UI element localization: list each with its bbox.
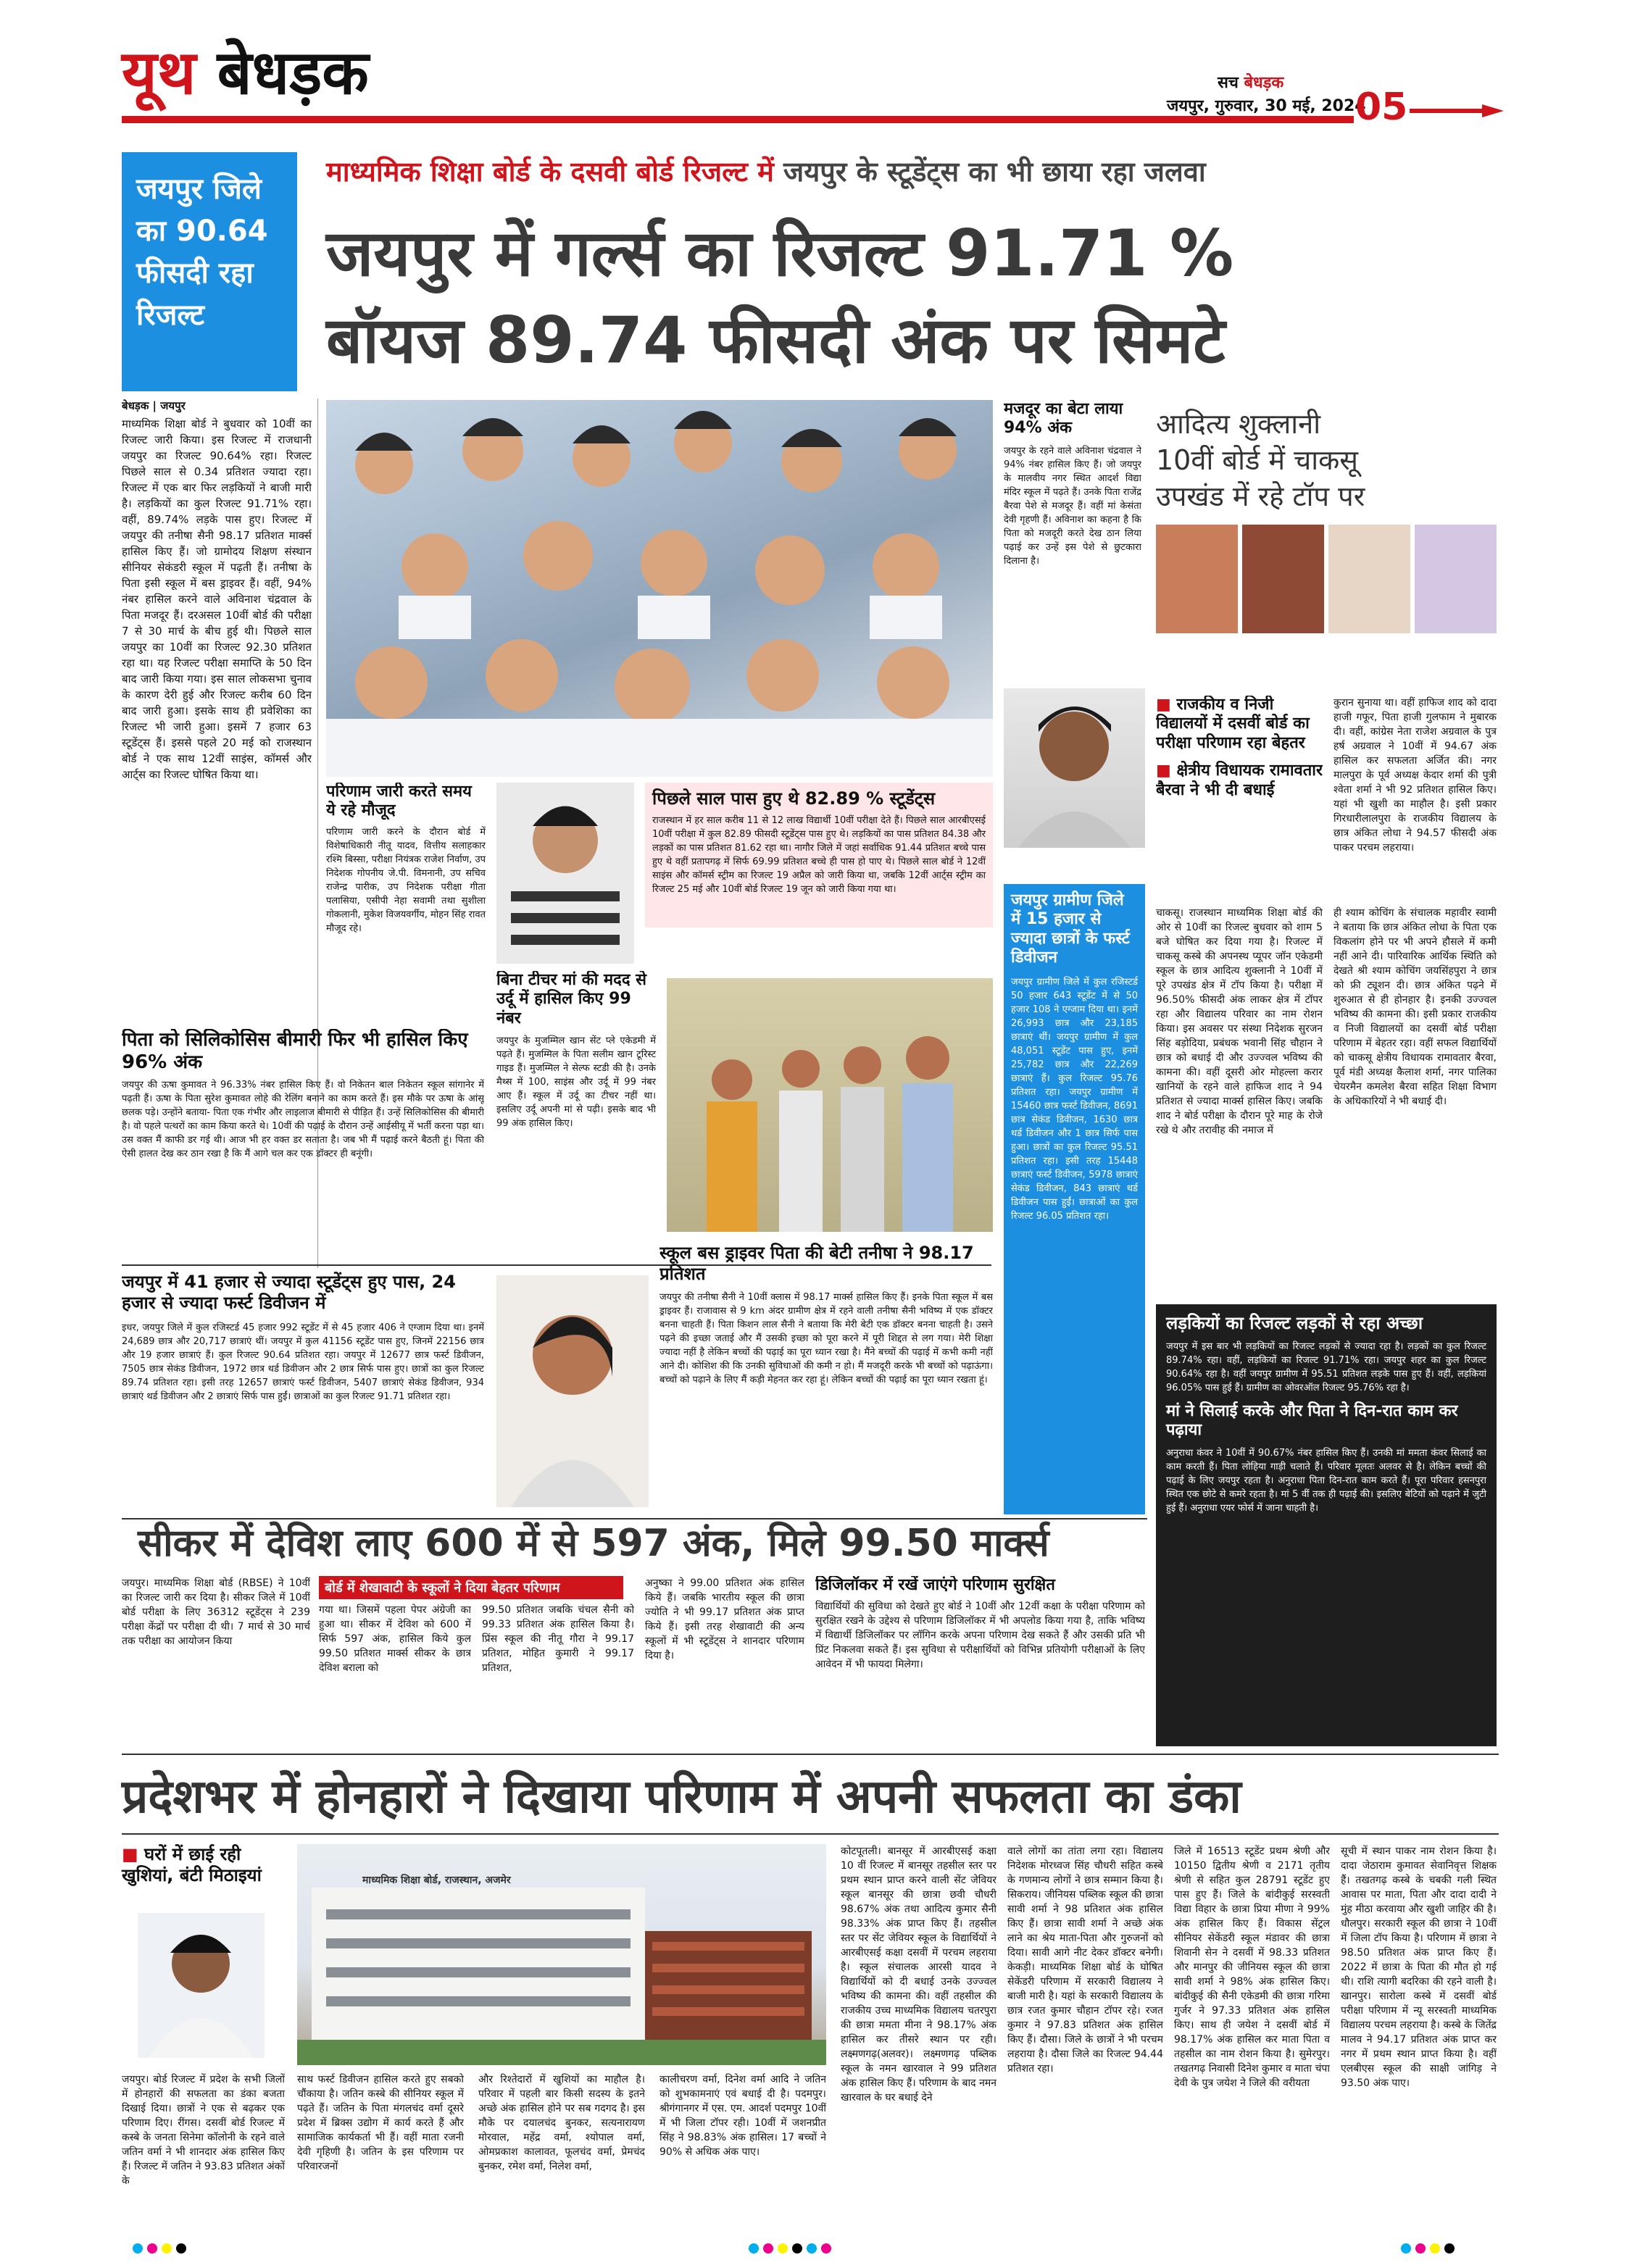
state-col1: जयपुर। बोर्ड रिजल्ट में प्रदेश के सभी जिलों में होनहारों की सफलता का डंका बजता दिखाई दिया। छात्रों ने एक से बढ़कर एक परिणाम दिए। रींगस। दसवीं बोर्ड रिजल्ट में कस्बे के जनता सिनेमा कॉलोनी के रहने वाले जतिन वर्मा ने भी शानदार अंक हासिल किए हैं। रिजल्ट में जतिन ने 93.83 प्रतिशत अंकों के [122,2074,285,2187]
rural-title: जयपुर ग्रामीण जिले में 15 हजार से ज्यादा छात्रों के फर्स्ट डिवीजन [1011,891,1130,967]
sikar-col1: जयपुर। माध्यमिक शिक्षा बोर्ड (RBSE) ने 10वीं का रिजल्ट जारी कर दिया है। सीकर जिले में 10वीं बोर्ड परीक्षा के लिए 36312 स्टूडेंट्स ने 239 परीक्षा केंद्रों पर परीक्षा दी थी। 7 मार्च से 30 मार्च तक परीक्षा का आयोजन किया [122,1577,310,1647]
state-col2: साथ फर्स्ट डिवीजन हासिल करते हुए सबको चौंकाया है। जतिन कस्बे की सीनियर स्कूल में पढ़ते हैं। जतिन के पिता मंगलचंद वर्मा दूसरे प्रदेश में ब्रिक्स उद्योग में कार्य करते हैं और सामाजिक कार्यकर्ता भी हैं। वहीं माता रजनी देवी गृहिणी है। जतिन के इस परिणाम पर परिवारजनों [297,2074,464,2172]
result-release-title: परिणाम जारी करते समय ये रहे मौजूद [326,783,472,820]
masthead-tagline [1218,71,1283,93]
students-celebration-photo [326,400,993,777]
tagline-right: बेधड़क [1244,74,1284,92]
state-col3: और रिश्तेदारों में खुशियों का माहौल है। परिवार में पहली बार किसी सदस्य के इतने अच्छे अंक हासिल होने पर सब गदगद है। इस मौके पर दयालचंद बुनकर, सत्यनारायण मोरवाल, महेंद्र वर्मा, श्योपाल वर्मा, ओमप्रकाश कालावत, फूलचंद वर्मा, प्रेमचंद बुनकर, रमेश वर्मा, निलेश वर्मा, [478,2074,645,2172]
urdu-title: बिना टीचर मां की मदद से उर्दू में हासिल किए 99 नंबर [496,971,647,1027]
jaipur41-title: जयपुर में 41 हजार से ज्यादा स्टूडेंट्स हुए पास, 24 हजार से ज्यादा फर्स्ट डिवीजन में [122,1272,456,1313]
last-year-box [645,783,993,927]
registration-marks-left [130,2243,188,2256]
lead-story [122,399,312,1014]
registration-marks-center [746,2243,833,2256]
state-side-title: ■ घरों में छाई रही खुशियां, बंटी मिठाइयां [122,1844,285,1886]
state-col6: वाले लोगों का तांता लगा रहा। विद्यालय निदेशक मोरध्वज सिंह चौधरी सहित कस्बे के गणमान्य लोगों ने छात्र सम्मान किया है। सिकराय। जीनियस पब्लिक स्कूल की छात्रा सावी शर्मा ने 98 प्रतिशत अंक हासिल किए हैं। छात्रा सावी शर्मा ने अच्छे अंक लाने का श्रेय माता-पिता और गुरुजनों को दिया। सावी आगे नीट देकर डॉक्टर बनेगी। केकड़ी। माध्यमिक शिक्षा बोर्ड के घोषित सेकेंडरी परिणाम में सरकारी विद्यालय ने बाजी मारी है। यहां के सरकारी विद्यालय के छात्र रजत कुमार चौहान टॉपर रहे। रजत कुमार ने 97.83 प्रतिशत अंक हासिल किए हैं। दौसा। जिले के छात्रों ने भी परचम लहराया है। दौसा जिले का रिजल्ट 94.44 प्रतिशत रहा। [1007,1846,1163,2075]
aditya-bullet-1: ■ राजकीय व निजी विद्यालयों में दसवीं बोर्ड का परीक्षा परिणाम रहा बेहतर [1156,696,1323,753]
state-col8: सूची में स्थान पाकर नाम रोशन किया है। दादा जेठाराम कुमावत सेवानिवृत्त शिक्षक हैं। तखतगढ़ कस्बे के चबकी गली स्थित आवास पर माता, पिता और दादा दादी ने मुंह मीठा करवाया और खुशी जाहिर की है। धौलपुर। सरकारी स्कूल की छात्रा ने 10वीं में जिला टॉप किया है। परिणाम में छात्रा ने 98.50 प्रतिशत अंक प्राप्त किए हैं। 2022 में छात्रा के पिता की मौत हो गई थी। राशि त्यागी बदरिका की रहने वाली है। खानपुर। सारोला कस्बे में दसवीं बोर्ड परीक्षा परिणाम में न्यू सरस्वती माध्यमिक विद्यालय परचम लहराया है। कस्बे के जितेंद्र मालव ने 94.17 प्रतिशत अंक प्राप्त कर नगर में प्रथम स्थान प्राप्त किया है। वहीं एलबीएस स्कूल की साक्षी जांगिड़ ने 93.50 अंक पाए। [1341,1846,1497,2089]
muzammil-photo [496,783,634,964]
headline-line2: बॉयज 89.74 फीसदी अंक पर सिमटे [326,303,1226,378]
kicker [326,154,1486,190]
aditya-title [1156,406,1497,514]
board-building-photo [297,1844,826,2065]
silicosis-story [122,1029,484,1268]
headline-line1: जयपुर में गर्ल्स का रिजल्ट 91.71 % [326,216,1234,291]
aditya-col3: ही श्याम कोचिंग के संचालक महावीर स्वामी ने बताया कि छात्र अंकित लोधा के पिता एक विकलांग होने पर भी अपने हौसले में कमी नहीं आने दी। पारिवारिक आर्थिक स्थिति को देखते श्री श्याम कोचिंग जयसिंहपुरा ने छात्र को फ्री ट्यूशन दी। छात्र अंकित पढ़ने में शुरुआत से ही होनहार है। इनकी उज्ज्वल भविष्य की कामना की। इसी प्रकार राजकीय व निजी विद्यालयों का दसवीं बोर्ड परीक्षा परिणाम में बेहतर रहा। वहीं सफल विद्यार्थियों को चाकसू क्षेत्रीय विधायक रामावतार बैरवा, पूर्व मंडी अध्यक्ष कैलाश शर्मा, नगर पालिका चेयरमैन कमलेश बैरवा सहित शिक्षा विभाग के अधिकारियों ने भी बधाई दी। [1333,907,1497,1107]
sikar-label: बोर्ड में शेखावाटी के स्कूलों ने दिया बेहतर परिणाम [319,1576,623,1599]
topper-photo [1415,525,1497,633]
sikar-col4: अनुष्का ने 99.00 प्रतिशत अंक हासिल किये हैं। जबकि भारतीय स्कूल की छात्रा ज्योति ने भी 99.17 प्रतिशत अंक प्राप्त किये हैं। इसी तरह शेखावाटी की अन्य स्कूलों में भी स्टूडेंट्स ने शानदार परिणाम दिया है। [645,1577,804,1662]
section-divider [122,1754,1499,1755]
aditya-col2: चाकसू। राजस्थान माध्यमिक शिक्षा बोर्ड की ओर से 10वीं का रिजल्ट बुधवार को शाम 5 बजे घोषित कर दिया गया है। रिजल्ट में चाकसू कस्बे की अपनस्थ प्यूपर जॉन एकेडमी स्कूल के छात्र आदित्य शुक्लानी ने 10वीं में पूरे उपखंड क्षेत्र में टॉप किया है। परीक्षा में 96.50% फीसदी अंक लाकर क्षेत्र में टॉपर रहा और विद्यालय परिवार का नाम रोशन किया। इस अवसर पर संस्था निदेशक सुरजन सिंह बड़ोदिया, प्रबंधक भवानी सिंह चौहान ने छात्र को बधाई दी और उज्ज्वल भविष्य की कामना की। वहीं दूसरी ओर मोहल्ला करार खानियों के रहने वाले हाफिज शाद ने 94 प्रतिशत से ज्यादा मार्क्स हासिल किए। जबकि शाद ने बोर्ड परीक्षा के दौरान पूरे माह के रोजे रखे थे और तरावीह की नमाज में [1156,907,1323,1136]
sikar-col2: गया था। जिसमें पहला पेपर अंग्रेजी का हुआ था। सीकर में देविश को 600 में सिर्फ 597 अंक, हासिल किये कुल 99.50 प्रतिशत मार्क्स सीकर के छात्र देविश बराला को [319,1604,471,1674]
main-headline [326,210,1486,384]
topper-photo [1328,525,1410,633]
girls-box [1156,1304,1497,1746]
jaipur41-text: इधर, जयपुर जिले में कुल रजिस्टर्ड 45 हजार 992 स्टूडेंट में से 45 हजार 406 ने एग्जाम दिया था। इनमें 24,689 छात्र और 20,717 छात्राएं थीं। जयपुर में कुल 41156 स्टूडेंट पास हुए, जिनमें 22156 छात्र और 19 हजार छात्राएं हैं। कुल रिजल्ट 90.64 प्रतिशत रहा। जयपुर में 12677 छात्र फर्स्ट डिवीजन, 7505 छात्र सेकंड डिवीजन, 1972 छात्र थर्ड डिवीजन और 2 छात्र सिर्फ पास हुए। छात्रों का कुल रिजल्ट 89.74 प्रतिशत रहा। इसी तरह 12657 छात्राएं फर्स्ट डिवीजन, 5407 छात्राएं सेकंड डिवीजन, 934 छात्राएं थर्ड डिवीजन और 2 छात्राएं सिर्फ पास हुईं। छात्राओं का कुल रिजल्ट 91.71 प्रतिशत रहा। [122,1322,484,1402]
lead-byline: बेधड़क | जयपुर [122,399,186,412]
masthead-rule [122,116,1354,123]
worker-son-story [1004,400,1141,690]
digilocker-story [815,1576,1145,1750]
sikar-col3: 99.50 प्रतिशत जबकि चंचल सैनी को 99.33 प्रतिशत अंक हासिल किया है। प्रिंस स्कूल की नीतू गौरा ने 99.17 प्रतिशत, मोहित कुमारी ने 99.17 प्रतिशत, [482,1604,634,1674]
jatin-photo [138,1913,265,2058]
girls-subtitle: मां ने सिलाई करके और पिता ने दिन-रात काम कर पढ़ाया [1166,1401,1458,1440]
sidebar-highlight-text: जयपुर जिले का 90.64 फीसदी रहा रिजल्ट [136,172,268,332]
aditya-title-line2: 10वीं बोर्ड में चाकसू [1156,444,1358,476]
girls-title: लड़कियों का रिजल्ट लड़कों से रहा अच्छा [1166,1313,1423,1333]
pen-icon [1410,101,1504,120]
family-photo [667,978,993,1232]
logo-part2: बेधड़क [217,36,369,108]
aditya-title-line1: आदित्य शुक्लानी [1156,408,1321,440]
registration-marks-right [1399,2243,1457,2256]
digilocker-title: डिजिलॉकर में रखें जाएंगे परिणाम सुरक्षित [815,1576,1055,1594]
section-divider [122,1833,1499,1835]
girls-text: जयपुर में इस बार भी लड़कियों का रिजल्ट लड़कों से ज्यादा रहा है। लड़कों का कुल रिजल्ट 89.74% रहा। वहीं, लड़कियों का रिजल्ट 91.71% रहा। जयपुर शहर का कुल रिजल्ट 90.64% रहा है। वहीं जयपुर ग्रामीण में 95.51 प्रतिशत लड़के पास हुए हैं। वहीं, लड़कियां 96.05% पास हुई हैं। ग्रामीण का ओवरऑल रिजल्ट 95.76% रहा है। [1166,1341,1486,1393]
state-col7: जिले में 16513 स्टूडेंट प्रथम श्रेणी और 10150 द्वितीय श्रेणी व 2171 तृतीय श्रेणी से सहित कुल 28791 स्टूडेंट हुए पास हुए हैं। जिले के बांदीकुई सरस्वती विद्या विहार के छात्रा प्रिया मीणा ने 99% अंक हासिल किए हैं। विकास सेंट्रल सीनियर सेकेंडरी स्कूल मंडावर की छात्रा शिवानी सेन ने दसवीं में 98.33 प्रतिशत और मानपुर की जीनियस स्कूल की छात्रा सावी शर्मा ने 98% अंक हासिल किए। बांदीकुई की सैनी एकेडमी की छात्रा गरिमा गुर्जर ने 97.33 प्रतिशत अंक हासिल किए। साथ ही जयेश ने दसवीं बोर्ड में 98.17% अंक हासिल कर माता पिता व तहसील का नाम रोशन किया है। सुमेरपुर। तखतगढ़ निवासी दिनेश कुमार व माता चंपा देवी के पुत्र जयेश ने जिले की वरीयता [1174,1846,1330,2089]
aditya-bullet-2: ■ क्षेत्रीय विधायक रामावतार बैरवा ने भी दी बधाई [1156,762,1323,800]
last-year-title: पिछले साल पास हुए थे 82.89 % स्टूडेंट्स [652,788,936,809]
worker-son-title: मजदूर का बेटा लाया 94% अंक [1004,400,1123,438]
state-col5: कोटपूतली। बानसूर में आरबीएसई कक्षा 10 वीं रिजल्ट में बानसूर तहसील स्तर पर प्रथम स्थान प्राप्त करने वाली सेंट जेवियर स्कूल बानसूर की छात्रा छवी चौधरी 98.67% अंक तथा आदित्य कुमार सैनी 98.33% अंक प्राप्त किए हैं। तहसील स्तर पर सेंट जेवियर स्कूल के विद्यार्थियों ने आरबीएसई कक्षा दसवीं में परचम लहराया है। स्कूल संचालक आरसी यादव ने विद्यार्थियों को दी बधाई उनके उज्ज्वल भविष्य की कामना की। वहीं तहसील की राजकीय उच्च माध्यमिक विद्यालय चतरपुरा की छात्रा ममता मीना ने 98.17% अंक हासिल कर तीसरे स्थान पर रही। लक्ष्मणगढ़(अलवर)। लक्ष्मणगढ़ पब्लिक स्कूल के नमन खारवाल ने 99 प्रतिशत अंक हासिल किए हैं। परिणाम के बाद नमन खारवाल के घर बधाई देने [841,1846,996,2104]
tagline-left: सच [1218,74,1239,92]
digilocker-text: विद्यार्थियों की सुविधा को देखते हुए बोर्ड ने 10वीं और 12वीं कक्षा के परीक्षा परिणाम को सुरक्षित रखने के उद्देश्य से परिणाम डिजिलॉकर में भी अपलोड किया गया है, ताकि भविष्य में विद्यार्थी डिजिलॉकर पर लॉगिन करके अपना परिणाम देख सकते हैं और उसकी प्रति भी प्रिंट निकलवा सकते हैं। इस सुविधा से परीक्षार्थियों को विभिन्न प्रतियोगी परीक्षाओं के लिए आवेदन में भी फायदा मिलेगा। [815,1601,1145,1671]
aditya-bullets [1156,696,1323,884]
rural-box [1004,884,1145,1514]
topper-photo [1156,525,1238,633]
state-title: प्रदेशभर में होनहारों ने दिखाया परिणाम में अपनी सफलता का डंका [122,1770,1241,1824]
avinash-photo [1004,688,1145,848]
silicosis-title: पिता को सिलिकोसिस बीमारी फिर भी हासिल किए 96% अंक [122,1029,468,1074]
kicker-red: माध्यमिक शिक्षा बोर्ड के दसवी बोर्ड रिजल्ट में [326,156,774,188]
tanisha-photo [496,1275,649,1507]
jaipur41-story [122,1272,484,1511]
lead-text: माध्यमिक शिक्षा बोर्ड ने बुधवार को 10वीं का रिजल्ट जारी किया। इस रिजल्ट में राजधानी जयपुर का रिजल्ट 90.64% रहा। रिजल्ट पिछले साल से 0.34 प्रतिशत ज्यादा रहा। रिजल्ट में एक बार फिर लड़कियों ने बाजी मारी है। लड़कियों का कुल रिजल्ट 91.71% रहा। वहीं, 89.74% लड़के पास हुए। रिजल्ट में जयपुर की तनीषा सैनी 98.17 प्रतिशत मार्क्स हासिल किए हैं। जो ग्रामोदय शिक्षण संस्थान सीनियर सेकंडरी स्कूल में पढ़ती हैं। तनीषा के पिता इसी स्कूल में बस ड्राइवर हैं। वहीं, 94% नंबर हासिल करने वाले अविनाश चंद्रवाल के पिता मजदूर हैं। दरअसल 10वीं बोर्ड की परीक्षा 7 से 30 मार्च के बीच हुई थी। पिछले साल जयपुर का 10वीं का रिजल्ट 92.30 प्रतिशत रहा था। यह रिजल्ट परीक्षा समाप्ति के 50 दिन बाद जारी किया गया। इस साल लोकसभा चुनाव के कारण देरी हुई और रिजल्ट करीब 60 दिन बाद जारी हुआ। इसके साथ ही प्रवेशिका का रिजल्ट भी जारी हुआ। इसमें 7 हजार 63 स्टूडेंट्स हैं। इससे पहले 20 मई को राजस्थान बोर्ड ने एक साथ 12वीं साइंस, कॉमर्स और आर्ट्स का रिजल्ट घोषित किया था। [122,417,312,781]
aditya-photo-strip [1156,525,1497,633]
last-year-text: राजस्थान में हर साल करीब 11 से 12 लाख विद्यार्थी 10वीं परीक्षा देते हैं। पिछले साल आरबीएसई 10वीं परीक्षा में कुल 82.89 फीसदी स्टूडेंट्स पास हुए थे। लड़कियों का पास प्रतिशत 84.38 और लड़कों का पास प्रतिशत 81.62 रहा था। नागौर जिले में जहां सर्वाधिक 91.44 प्रतिशत बच्चे पास हुए थे वहीं प्रतापगढ़ में सिर्फ 69.99 प्रतिशत बच्चे ही पास हो पाए थे। पिछले साल बोर्ड ने 12वीं साइंस और कॉमर्स स्ट्रीम का रिजल्ट 19 अप्रैल को जारी किया था, जबकि 12वीं आर्ट्स स्ट्रीम का रिजल्ट 25 मई और 10वीं बोर्ड रिजल्ट 19 जून को जारी किया गया था। [652,814,986,895]
girls-subtext: अनुराधा कंवर ने 10वीं में 90.67% नंबर हासिल किए हैं। उनकी मां ममता कंवर सिलाई का काम करती हैं। पिता लोहिया गाड़ी चलाते हैं। परिवार मूलतः अलवर से है। लेकिन बच्चों की पढ़ाई के लिए जयपुर रहता है। अनुराधा पिता दिन-रात काम करते हैं। पूरा परिवार हसनपुरा स्थित एक छोटे से कमरे रहता है। मां 5 वीं तक ही पढ़ाई की। इसलिए बेटियों को पढ़ाने में जुटी हुई हैं। अनुराधा एयर फोर्स में जाना चाहती है। [1166,1447,1486,1514]
result-release-story [326,783,486,1022]
result-release-text: परिणाम जारी करने के दौरान बोर्ड में विशेषाधिकारी नीतू यादव, वित्तीय सलाहकार रश्मि बिस्सा, परीक्षा नियंत्रक राजेश निर्वाण, उप निदेशक गोपनीय जे.पी. विमनानी, उप सचिव राजेन्द्र पारीक, उप निदेशक परीक्षा गीता पलासिया, एसीपी नेहा सवामी तथा सुशीला गोकलानी, मुकेश विजयवर्गीय, मोहन सिंह रावत मौजूद रहे। [326,826,486,934]
tanisha-text: जयपुर की तनीषा सैनी ने 10वीं क्लास में 98.17 मार्क्स हासिल किए हैं। इनके पिता स्कूल में बस ड्राइवर हैं। राजावास से 9 km अंदर ग्रामीण क्षेत्र में रहने वाली तनीषा सैनी भविष्य में एक डॉक्टर बनना चाहती हैं। पिता किशन लाल सैनी ने बताया कि मेरी बेटी एक डॉक्टर बनना चाहती है। उसने पढ़ने की इच्छा जताई और मैं उसकी इच्छा को पूरा करने में पूरी शिद्दत से लग गया। मेरी शिक्षा ज्यादा नहीं है लेकिन बच्चों की पढ़ाई का पूरा ध्यान रखा है। मैंने बच्चों की पढ़ाई में कभी कमी नहीं आने दी। कोशिश की कि उनकी सुविधाओं की कमी न हो। मैं मजदूरी करके भी बच्चों को पढ़ाऊंगा। बच्चों को पढ़ाने के लिए मैं कड़ी मेहनत कर रहा हूं। लेकिन बच्चों की पढ़ाई का पूरा ध्यान रखता हूं। [659,1291,993,1385]
silicosis-text: जयपुर की ऊषा कुमावत ने 96.33% नंबर हासिल किए हैं। वो निकेतन बाल निकेतन स्कूल सांगानेर में पढ़ती हैं। ऊषा के पिता सुरेश कुमावत लोहे की रेलिंग बनाने का काम करते हैं। इस मौके पर ऊषा के आंसू छलक पड़े। उन्होंने बताया- पिता एक गंभीर और लाइलाज बीमारी से पीड़ित हैं। उन्हें सिलिकोसिस की बीमारी है। वो पहले पत्थरों का काम किया करते थे। 10वीं की पढ़ाई के दौरान उन्हें आईसीयू में भर्ती करना पड़ा था। उस वक्त मैं काफी डर गई थी। आज भी हर वक्त डर सताता है। जब भी मैं पढ़ाई करने बैठती हूं। पिता की ऐसी हालत देख कर ठान रखा है कि मैं आगे चल कर एक डॉक्टर ही बनूंगी। [122,1080,484,1160]
tanisha-story [659,1243,993,1511]
masthead [0,0,1627,145]
masthead-logo [122,36,369,109]
logo-part1: यूथ [122,36,196,108]
urdu-story [496,971,656,1275]
aditya-col1: कुरान सुनाया था। वहीं हाफिज शाद को दादा हाजी गफूर, पिता हाजी गुलफाम ने मुबारक दी। वहीं, कांग्रेस नेता राजेश अग्रवाल के पुत्र हर्ष अग्रवाल ने 10वीं में 94.67 अंक हासिल कर सफलता अर्जित की। नगर मालपुरा के पूर्व अध्यक्ष केदार शर्मा की पुत्री श्वेता शर्मा ने भी 92 प्रतिशत हासिल किए। यहां भी खुशी का माहौल है। इसी प्रकार गिरधारीलालपुरा के राजकीय विद्यालय के छात्र अंकित लोधा ने 94.57 फीसदी अंक पाकर परचम लहराया। [1333,697,1497,854]
state-col4: कालीचरण वर्मा, दिनेश वर्मा आदि ने जतिन को शुभकामनाएं एवं बधाई दी है। पदमपुर। श्रीगंगानगर में एस. एम. आदर्श पदमपुर 10वीं में भी जिला टॉपर रही। 10वीं में जशनप्रीत सिंह ने 98.83% अंक हासिल। 17 बच्चों ने 90% से अधिक अंक पाए। [659,2074,826,2158]
sidebar-highlight-box [122,152,297,391]
page-number: 05 [1355,86,1408,129]
urdu-text: जयपुर के मुजम्मिल खान सेंट प्ले एकेडमी में पढ़ते हैं। मुजम्मिल के पिता सलीम खान टूरिस्ट गाइड हैं। मुजम्मिल ने सेल्फ स्टडी की है। उनके मैथ्स में 100, साइंस और उर्दू में 99 नंबर आए हैं। स्कूल में उर्दू का टीचर नहीं था। इसलिए उर्दू अपनी मां से पढ़ी। इसके बाद भी 99 अंक हासिल किए। [496,1035,656,1130]
aditya-title-line3: उपखंड में रहे टॉप पर [1156,480,1365,512]
tanisha-title: स्कूल बस ड्राइवर पिता की बेटी तनीषा ने 98.17 प्रतिशत [659,1243,974,1284]
kicker-black: जयपुर के स्टूडेंट्स का भी छाया रहा जलवा [783,156,1206,188]
board-sign-text: माध्यमिक शिक्षा बोर्ड, राजस्थान, अजमेर [362,1875,511,1886]
rural-text: जयपुर ग्रामीण जिले में कुल रजिस्टर्ड 50 हजार 643 स्टूडेंट में से 50 हजार 108 ने एग्जाम दिया था। इनमें 26,993 छात्र और 23,185 छात्राएं थीं। जयपुर ग्रामीण में कुल 48,051 स्टूडेंट पास हुए, इनमें 25,782 छात्र और 22,269 छात्राएं हैं। कुल रिजल्ट 95.76 प्रतिशत रहा। जयपुर ग्रामीण में 15460 छात्र फर्स्ट डिवीजन, 8691 छात्र सेकंड डिवीजन, 1630 छात्र थर्ड डिवीजन और 1 छात्र सिर्फ पास हुआ। छात्रों का कुल रिजल्ट 95.51 प्रतिशत रहा। इसी तरह 15448 छात्राएं फर्स्ट डिवीजन, 5978 छात्राएं सेकंड डिवीजन, 843 छात्राएं थर्ड डिवीजन पास हुईं। छात्राओं का कुल रिजल्ट 96.05 प्रतिशत रहा। [1011,976,1138,1222]
dateline: जयपुर, गुरुवार, 30 मई, 2024 [1167,97,1366,115]
worker-son-text: जयपुर के रहने वाले अविनाश चंद्रवाल ने 94% नंबर हासिल किए हैं। जो जयपुर के मालवीय नगर स्थित आदर्श विद्या मंदिर स्कूल में पढ़ते हैं। उनके पिता राजेंद्र बैरवा पेशे से मजदूर हैं। वहीं मां केसंता देवी गृहणी हैं। अविनाश का कहना है कि पिता को मजदूरी करते देख ठान लिया पढ़ाई कर उन्हें इस पेशे से छुटकारा दिलाना है। [1004,445,1141,567]
sikar-title: सीकर में देविश लाए 600 में से 597 अंक, मिले 99.50 मार्क्स [138,1522,1049,1565]
topper-photo [1242,525,1324,633]
